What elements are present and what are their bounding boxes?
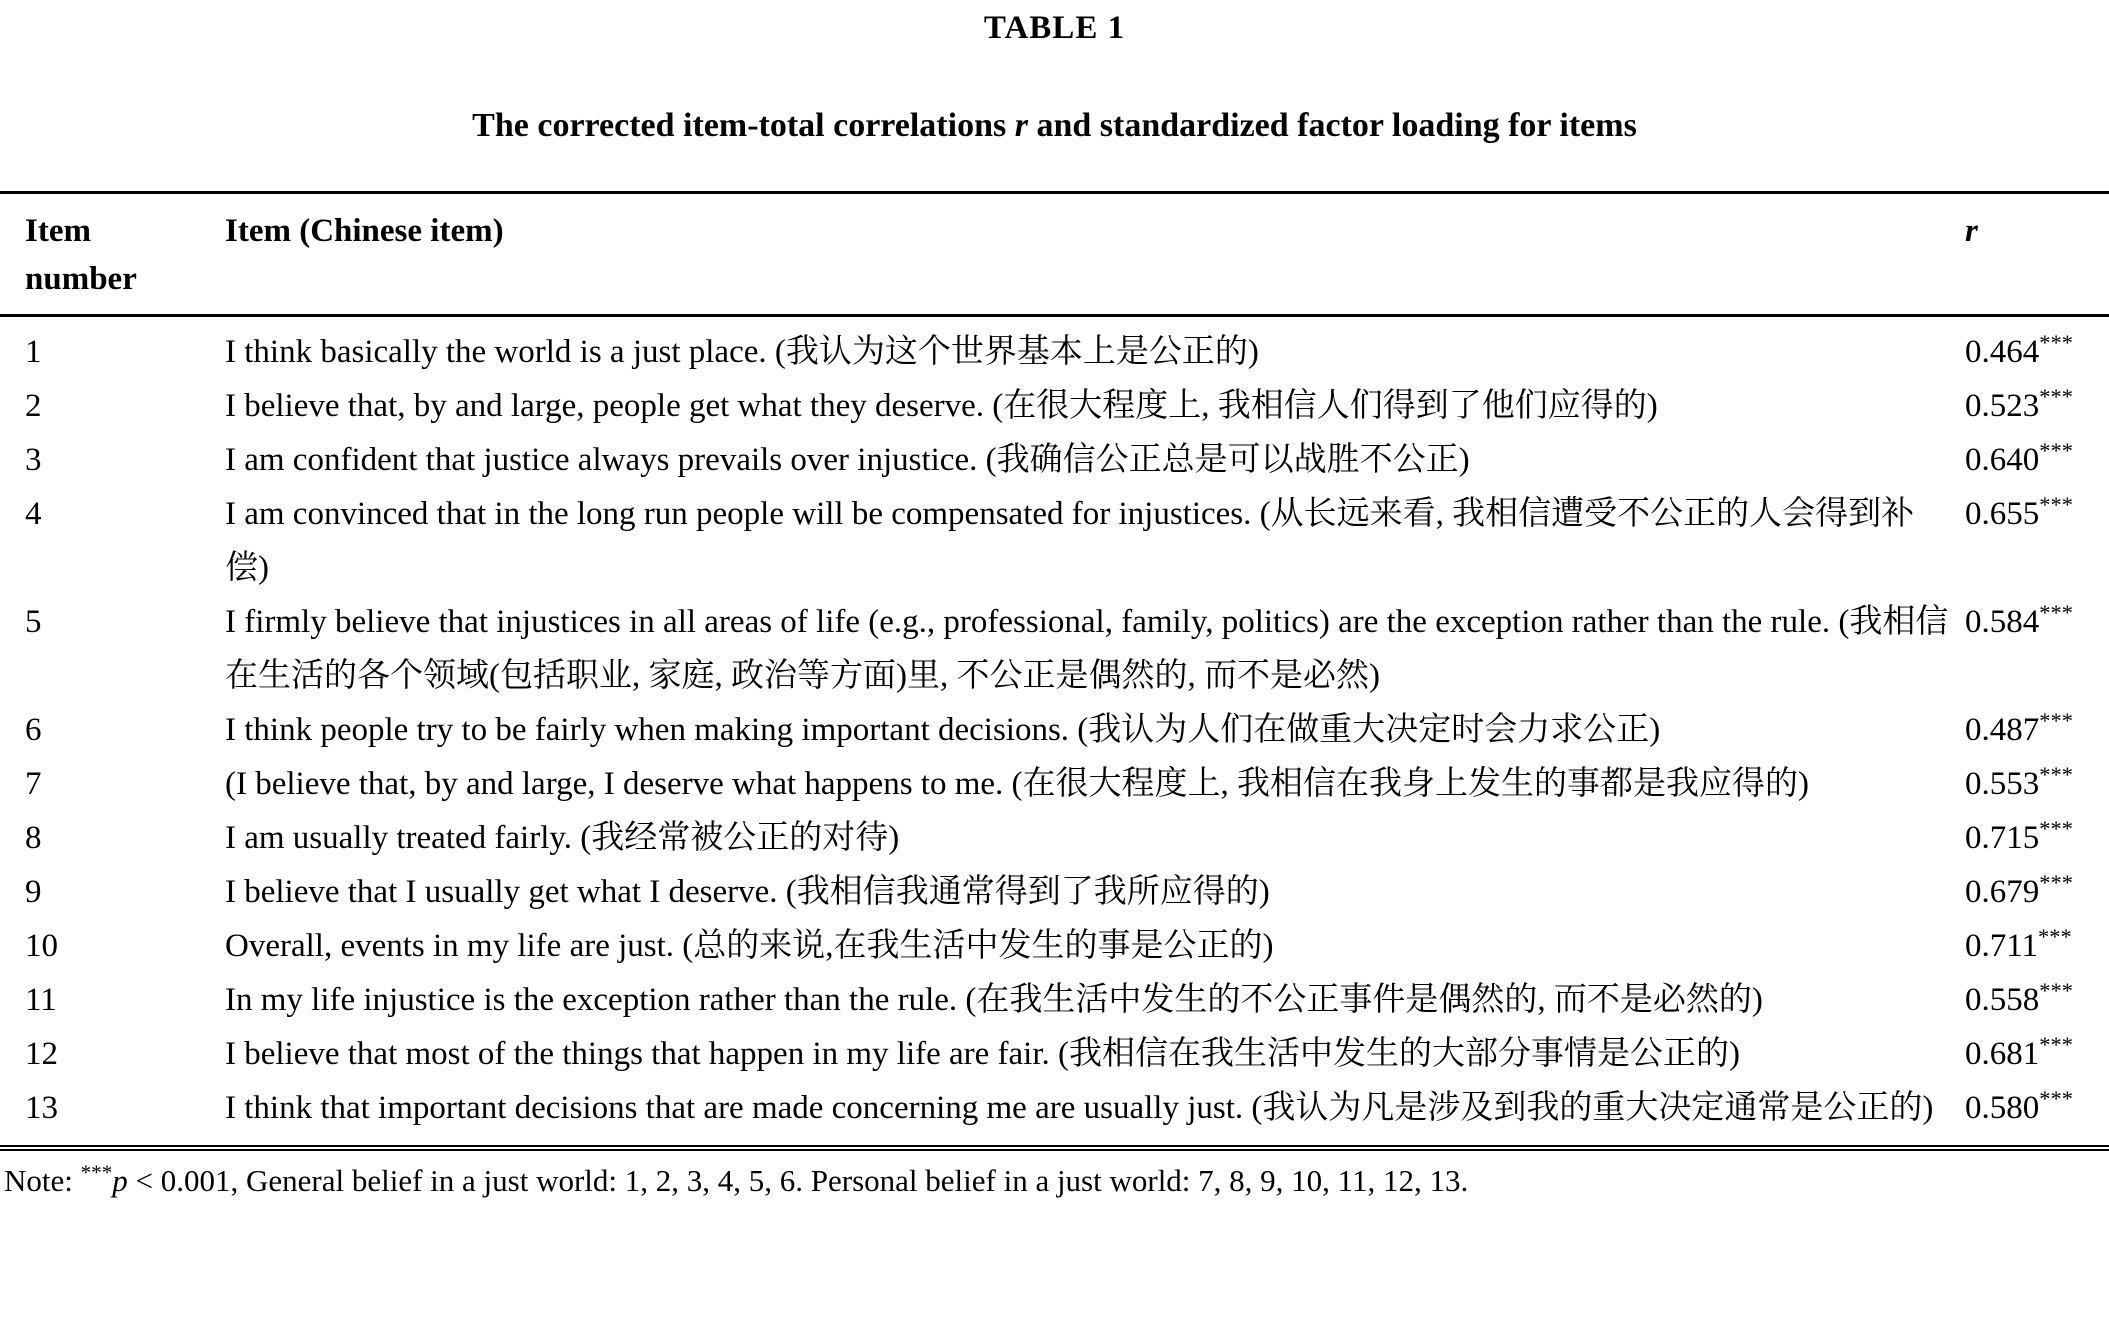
table-title-post: and standardized factor loading for items [1027,107,1637,144]
r-value: 0.681 [1965,1035,2040,1072]
table-bottom-rule [0,1145,2109,1151]
significance-stars: *** [2039,869,2073,895]
note-prefix: Note: [4,1162,81,1198]
table-row [0,973,2109,1027]
item-r-value [1965,433,2109,487]
item-text: I firmly believe that injustices in all areas of life (e.g., professional, family, politics) are the exception rather than the rule. (我相信在生活的各个领域(包括职业, 家庭, 政治等方面)里, 不公正是偶然的, 而不是必然) [225,603,1949,694]
table-row [0,487,2109,595]
table-label: TABLE 1 [983,10,1126,46]
item-r-value [1965,811,2109,865]
significance-stars: *** [2039,1085,2073,1111]
r-value: 0.655 [1965,495,2040,532]
r-value: 0.558 [1965,981,2040,1018]
table-row [0,1027,2109,1081]
r-value: 0.679 [1965,873,2040,910]
significance-stars: *** [2039,491,2073,517]
item-number: 9 [25,873,42,910]
item-number: 10 [25,927,58,964]
table-row [0,703,2109,757]
table-body [0,317,2109,1145]
significance-stars: *** [2039,437,2073,463]
item-r-value [1965,757,2109,811]
table-title [0,107,2109,145]
r-value: 0.580 [1965,1089,2040,1126]
table-row [0,757,2109,811]
item-number: 4 [25,495,42,532]
item-r-value [1965,325,2109,379]
item-r-value [1965,973,2109,1027]
table-row [0,325,2109,379]
significance-stars: *** [2039,977,2073,1003]
table-title-r: r [1014,107,1028,144]
note-rest: < 0.001, General belief in a just world: 1, 2, 3, 4, 5, 6. Personal belief in a just world: 7, 8, 9, 10, 11, 12, 13. [127,1162,1469,1198]
item-text: Overall, events in my life are just. (总的来说,在我生活中发生的事是公正的) [225,927,1274,964]
table-row [0,1081,2109,1135]
item-text: I think that important decisions that are made concerning me are usually just. (我认为凡是涉及到我的重大决定通常是公正的) [225,1089,1934,1126]
header-item: Item (Chinese item) [225,213,504,249]
item-text: I am usually treated fairly. (我经常被公正的对待) [225,819,900,856]
r-value: 0.553 [1965,765,2040,802]
correlations-table [0,191,2109,1151]
r-value: 0.715 [1965,819,2040,856]
item-text: I believe that I usually get what I deserve. (我相信我通常得到了我所应得的) [225,873,1270,910]
item-number: 7 [25,765,42,802]
item-r-value [1965,1081,2109,1135]
item-text: I think people try to be fairly when making important decisions. (我认为人们在做重大决定时会力求公正) [225,711,1661,748]
r-value: 0.584 [1965,603,2040,640]
item-r-value [1965,703,2109,757]
note-p-symbol: p [112,1162,128,1198]
item-number: 2 [25,387,42,424]
table-row [0,865,2109,919]
item-r-value [1965,919,2109,973]
significance-stars: *** [2039,599,2073,625]
table-row [0,811,2109,865]
item-number: 6 [25,711,42,748]
significance-stars: *** [2039,707,2073,733]
item-text: In my life injustice is the exception rather than the rule. (在我生活中发生的不公正事件是偶然的, 而不是必然的) [225,981,1763,1018]
r-value: 0.640 [1965,441,2040,478]
significance-stars: *** [2038,923,2072,949]
significance-stars: *** [2039,329,2073,355]
header-item-number: Item number [25,213,137,297]
item-number: 8 [25,819,42,856]
item-text: I believe that most of the things that happen in my life are fair. (我相信在我生活中发生的大部分事情是公正的) [225,1035,1740,1072]
significance-stars: *** [2039,815,2073,841]
table-note [4,1161,2109,1201]
item-number: 3 [25,441,42,478]
item-number: 1 [25,333,42,370]
significance-stars: *** [2039,761,2073,787]
item-number: 12 [25,1035,58,1072]
significance-stars: *** [2039,383,2073,409]
item-r-value [1965,595,2109,703]
item-r-value [1965,487,2109,595]
item-text: (I believe that, by and large, I deserve what happens to me. (在很大程度上, 我相信在我身上发生的事都是我应得的) [225,765,1809,802]
note-stars: *** [80,1160,113,1185]
item-text: I am confident that justice always prevails over injustice. (我确信公正总是可以战胜不公正) [225,441,1470,478]
table-header-row [0,194,2109,317]
item-number: 5 [25,603,42,640]
r-value: 0.487 [1965,711,2040,748]
item-r-value [1965,865,2109,919]
item-number: 11 [25,981,57,1018]
table-row [0,595,2109,703]
header-r: r [1965,213,1978,249]
item-r-value [1965,1027,2109,1081]
r-value: 0.711 [1965,927,2039,964]
r-value: 0.464 [1965,333,2040,370]
table-row [0,379,2109,433]
item-text: I am convinced that in the long run people will be compensated for injustices. (从长远来看, 我相信遭受不公正的人会得到补偿) [225,495,1915,586]
item-r-value [1965,379,2109,433]
table-title-pre: The corrected item-total correlations [472,107,1015,144]
item-number: 13 [25,1089,58,1126]
table-row [0,919,2109,973]
item-text: I think basically the world is a just place. (我认为这个世界基本上是公正的) [225,333,1259,370]
table-row [0,433,2109,487]
r-value: 0.523 [1965,387,2040,424]
significance-stars: *** [2039,1031,2073,1057]
item-text: I believe that, by and large, people get what they deserve. (在很大程度上, 我相信人们得到了他们应得的) [225,387,1658,424]
